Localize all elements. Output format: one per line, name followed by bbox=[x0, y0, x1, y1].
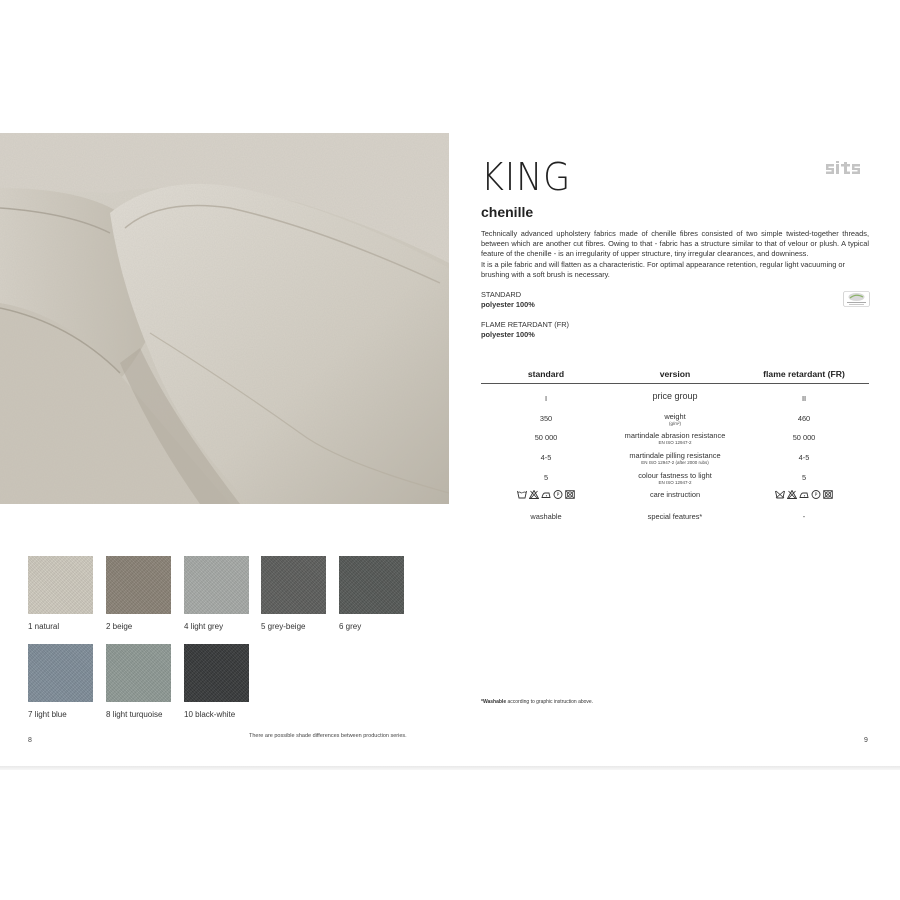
swatch-chip bbox=[106, 556, 171, 614]
swatch-4 bbox=[184, 556, 250, 631]
cell-fr: - bbox=[802, 512, 806, 522]
swatch-label: 4 light grey bbox=[184, 622, 224, 631]
no-tumble-dry-icon bbox=[823, 490, 833, 499]
spec-value: polyester 100% bbox=[481, 329, 535, 339]
footnote bbox=[481, 699, 593, 705]
cell-standard: washable bbox=[530, 512, 562, 522]
swatch-10 bbox=[184, 644, 250, 719]
swatch-chip bbox=[339, 556, 404, 614]
swatch-chip bbox=[184, 644, 249, 702]
cell-version bbox=[611, 432, 739, 445]
description-paragraph: Technically advanced upholstery fabrics made of chenille fibres consisted of two simple twisted-together threads, between which are another cut fibres. Owing to that - fabric has a structure similar to that of velour or plush. A typical feature of the chenille - is an irregularity of upper structure, tiny irregular clearances, and downiness. bbox=[481, 229, 869, 259]
header-standard: standard bbox=[527, 369, 565, 379]
page-title bbox=[481, 155, 571, 199]
fabric-type: chenille bbox=[481, 204, 534, 220]
swatch-label: 8 light turquoise bbox=[106, 710, 163, 719]
cell-fr: 5 bbox=[801, 472, 807, 482]
care-icons-standard bbox=[481, 490, 611, 501]
swatch-label: 2 beige bbox=[106, 622, 133, 631]
color-swatches bbox=[28, 556, 448, 736]
header-flame-retardant: flame retardant (FR) bbox=[763, 369, 845, 379]
table-row bbox=[481, 388, 869, 408]
dry-clean-icon bbox=[553, 490, 563, 499]
no-wash-icon bbox=[775, 490, 785, 499]
swatch-chip bbox=[184, 556, 249, 614]
header-version: version bbox=[659, 369, 691, 379]
swatch-chip bbox=[106, 644, 171, 702]
table-row bbox=[481, 467, 869, 487]
no-tumble-dry-icon bbox=[565, 490, 575, 499]
page-number-right: 9 bbox=[864, 737, 868, 744]
table-row bbox=[481, 486, 869, 506]
no-bleach-icon bbox=[787, 490, 797, 499]
iron-icon bbox=[541, 490, 551, 499]
cell-standard: 4-5 bbox=[540, 453, 552, 463]
table-row bbox=[481, 506, 869, 526]
cell-version bbox=[611, 472, 739, 485]
version-label: colour fastness to light bbox=[638, 470, 712, 480]
cell-standard: 5 bbox=[543, 472, 549, 482]
swatch-label: 5 grey-beige bbox=[261, 622, 306, 631]
svg-text:P: P bbox=[556, 493, 560, 499]
description-paragraph: It is a pile fabric and will flatten as a characteristic. For optimal appearance retention, regular light vacuuming or brushing with a soft brush is necessary. bbox=[481, 259, 845, 279]
no-bleach-icon bbox=[529, 490, 539, 499]
spec-standard bbox=[481, 290, 535, 309]
footnote-bold: *Washable bbox=[481, 699, 507, 705]
cell-version bbox=[611, 413, 739, 426]
cell-standard: 350 bbox=[539, 413, 553, 423]
version-sub: EN ISO 12947-2 bbox=[658, 479, 692, 485]
swatch-8 bbox=[106, 644, 172, 719]
dry-clean-icon bbox=[811, 490, 821, 499]
table-row bbox=[481, 447, 869, 467]
cell-version: price group bbox=[652, 391, 698, 401]
spec-table bbox=[481, 364, 869, 526]
version-label: weight bbox=[664, 411, 686, 421]
swatch-1 bbox=[28, 556, 94, 631]
cell-version: special features* bbox=[647, 512, 703, 522]
sits-logo-icon bbox=[825, 161, 869, 175]
version-label: martindale abrasion resistance bbox=[624, 431, 726, 441]
title-text: KING bbox=[481, 155, 572, 199]
svg-text:P: P bbox=[814, 493, 818, 499]
cell-fr: II bbox=[801, 394, 807, 403]
cell-fr: 4-5 bbox=[798, 453, 810, 463]
oeko-tex-icon bbox=[843, 291, 870, 307]
swatch-label: 7 light blue bbox=[28, 710, 67, 719]
iron-icon bbox=[799, 490, 809, 499]
fabric-photo bbox=[0, 133, 449, 504]
swatch-2 bbox=[106, 556, 172, 631]
table-row bbox=[481, 408, 869, 428]
spec-label: STANDARD bbox=[481, 290, 522, 299]
swatch-7 bbox=[28, 644, 94, 719]
table-row bbox=[481, 427, 869, 447]
swatch-chip bbox=[28, 644, 93, 702]
swatch-6 bbox=[339, 556, 405, 631]
page-number-left: 8 bbox=[28, 737, 32, 744]
shade-note: There are possible shade differences between production series. bbox=[249, 733, 407, 739]
swatch-5 bbox=[261, 556, 327, 631]
swatch-chip bbox=[28, 556, 93, 614]
swatch-label: 10 black-white bbox=[184, 710, 236, 719]
table-header bbox=[481, 364, 869, 384]
spec-label: FLAME RETARDANT (FR) bbox=[481, 320, 570, 329]
version-sub: EN ISO 12947-2 bbox=[658, 440, 692, 446]
care-icons-fr bbox=[739, 490, 869, 501]
version-label: martindale pilling resistance bbox=[629, 451, 721, 461]
spec-value: polyester 100% bbox=[481, 299, 535, 309]
cell-version bbox=[611, 452, 739, 465]
spec-flame-retardant bbox=[481, 320, 569, 339]
cell-fr: 50 000 bbox=[792, 433, 816, 443]
cell-version: care instruction bbox=[649, 490, 701, 500]
description bbox=[481, 229, 869, 280]
cell-fr: 460 bbox=[797, 413, 811, 423]
cell-standard: 50 000 bbox=[534, 433, 558, 443]
swatch-label: 1 natural bbox=[28, 622, 60, 631]
wash-tub-icon bbox=[517, 490, 527, 499]
footnote-text: according to graphic instruction above. bbox=[506, 699, 594, 705]
cell-standard: I bbox=[544, 394, 548, 403]
brand-logo bbox=[825, 161, 869, 179]
swatch-label: 6 grey bbox=[339, 622, 362, 631]
swatch-chip bbox=[261, 556, 326, 614]
version-sub: (g/m²) bbox=[669, 420, 681, 426]
page-bottom-edge bbox=[0, 766, 900, 770]
version-sub: EN ISO 12947-2 (after 2000 rubs) bbox=[641, 460, 709, 466]
